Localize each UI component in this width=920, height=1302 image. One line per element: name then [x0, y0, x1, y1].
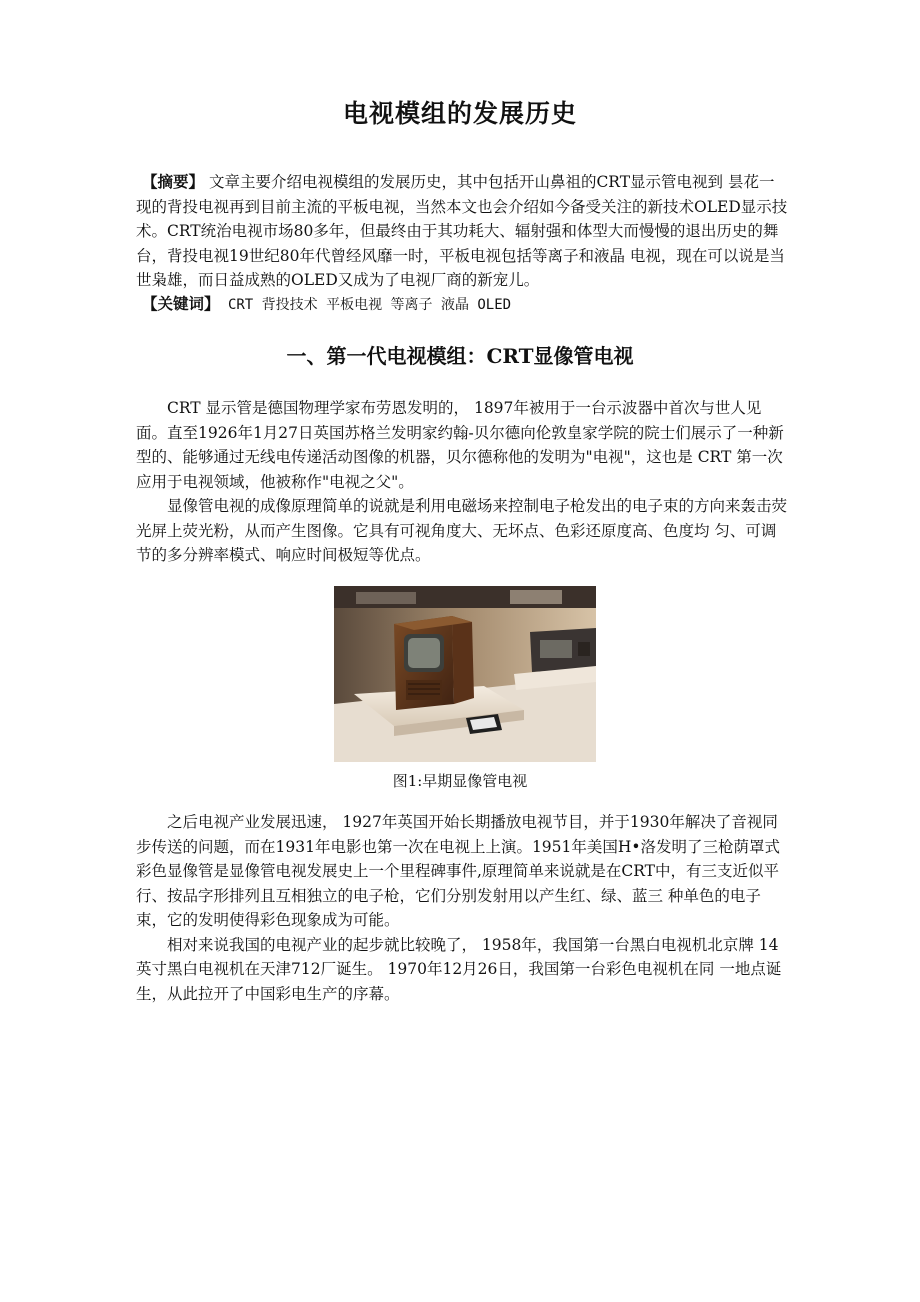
keywords-label: 【关键词】 — [142, 294, 220, 313]
body-section-2 — [136, 810, 788, 1006]
paragraph-3: 之后电视产业发展迅速， 1927年英国开始长期播放电视节目，并于1930年解决了音视同步传送的问题，而在1931年电影也第一次在电视上上演。1951年美国H•洛发明了三枪荫罩式彩色显像管是显像管电视发展史上一个里程碑事件,原理简单来说就是在CRT中，有三支近似平行、按品字形排列且互相独立的电子枪，它们分别发射用以产生红、绿、蓝三 种单色的电子束，它的发明使得彩色现象成为可能。 — [136, 813, 781, 929]
keywords-text: CRT 背投技术 平板电视 等离子 液晶 OLED — [219, 297, 512, 313]
paragraph-2: 显像管电视的成像原理简单的说就是利用电磁场来控制电子枪发出的电子束的方向来轰击荧光屏上荧光粉，从而产生图像。它具有可视角度大、无坏点、色彩还原度高、色度均 匀、可调节的多分辨率模式、响应时间极短等优点。 — [136, 497, 788, 564]
body-section-1 — [136, 396, 788, 568]
document-title: 电视模组的发展历史 — [342, 99, 577, 128]
section-heading: 一、第一代电视模组：CRT显像管电视 — [286, 344, 634, 368]
keywords-line — [142, 292, 511, 317]
abstract-paragraph — [136, 170, 788, 293]
abstract-text: 文章主要介绍电视模组的发展历史，其中包括开山鼻祖的CRT显示管电视到 昙花一现的背投电视再到目前主流的平板电视，当然本文也会介绍如今备受关注的新技术OLED显示技术。CRT统治电视市场80多年，但最终由于其功耗大、辐射强和体型大而慢慢的退出历史的舞台，背投电视19世纪80年代曾经风靡一时，平板电视包括等离子和液晶 电视，现在可以说是当世枭雄，而日益成熟的OLED又成为了电视厂商的新宠儿。 — [136, 173, 788, 289]
paragraph-4: 相对来说我国的电视产业的起步就比较晚了， 1958年，我国第一台黑白电视机北京牌 14英寸黑白电视机在天津712厂诞生。 1970年12月26日，我国第一台彩色电视机在同 一地点诞生，从此拉开了中国彩电生产的序幕。 — [136, 935, 782, 1003]
abstract-label: 【摘要】 — [142, 172, 205, 191]
crt-tv-photo — [334, 586, 596, 762]
paragraph-1: CRT 显示管是德国物理学家布劳恩发明的， 1897年被用于一台示波器中首次与世人见面。直至1926年1月27日英国苏格兰发明家约翰-贝尔德向伦敦皇家学院的院士们展示了一种新型的、能够通过无线电传递活动图像的机器，贝尔德称他的发明为"电视"，这也是 CRT 第一次应用于电视领域，他被称作"电视之父"。 — [136, 399, 784, 491]
figure-caption: 图1:早期显像管电视 — [392, 772, 528, 790]
